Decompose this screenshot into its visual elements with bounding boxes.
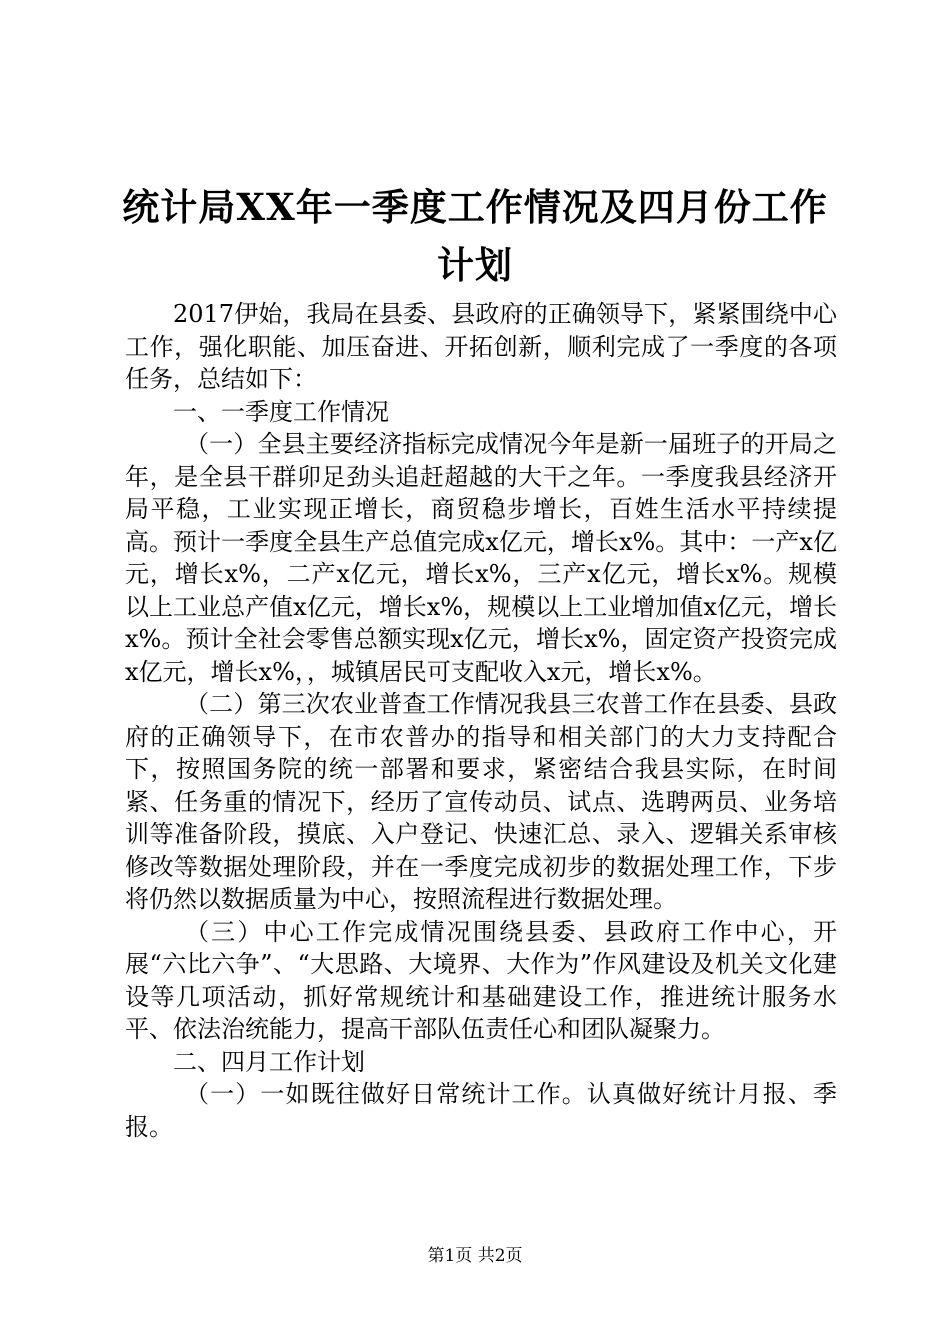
document-body — [125, 298, 837, 1143]
subsection-paragraph-2: （二）第三次农业普查工作情况我县三农普工作在县委、县政府的正确领导下，在市农普办的指导和相关部门的大力支持配合下，按照国务院的统一部署和要求，紧密结合我县实际，在时间紧、任务重的情况下，经历了宣传动员、试点、选聘两员、业务培训等准备阶段，摸底、入户登记、快速汇总、录入、逻辑关系审核修改等数据处理阶段，并在一季度完成初步的数据处理工作，下步将仍然以数据质量为中心，按照流程进行数据处理。 — [125, 690, 837, 913]
section-heading-2: 二、四月工作计划 — [173, 1047, 365, 1076]
subsection-paragraph-1: （一）全县主要经济指标完成情况今年是新一届班子的开局之年，是全县干群卯足劲头追赶超越的大干之年。一季度我县经济开局平稳，工业实现正增长，商贸稳步增长，百姓生活水平持续提高。预计一季度全县生产总值完成x亿元，增长x%。其中：一产x亿元，增长x%，二产x亿元，增长x%，三产x亿元，增长x%。规模以上工业总产值x亿元，增长x%，规模以上工业增加值x亿元，增长x%。预计全社会零售总额实现x亿元，增长x%，固定资产投资完成x亿元，增长x%，，城镇居民可支配收入x元，增长x%。 — [125, 430, 837, 686]
intro-paragraph: 2017伊始，我局在县委、县政府的正确领导下，紧紧围绕中心工作，强化职能、加压奋进、开拓创新，顺利完成了一季度的各项任务，总结如下： — [125, 300, 837, 393]
subsection-paragraph-3: （三）中心工作完成情况围绕县委、县政府工作中心，开展“六比六争”、“大思路、大境界、大作为”作风建设及机关文化建设等几项活动，抓好常规统计和基础建设工作，推进统计服务水平、依法治统能力，提高干部队伍责任心和团队凝聚力。 — [125, 917, 837, 1043]
subsection-paragraph-4: （一）一如既往做好日常统计工作。认真做好统计月报、季报。 — [125, 1080, 837, 1141]
document-title: 统计局XX年一季度工作情况及四月份工作计划 — [122, 185, 828, 287]
section-heading-1: 一、一季度工作情况 — [173, 397, 389, 426]
page-footer: 第1页 共2页 — [427, 1246, 523, 1266]
